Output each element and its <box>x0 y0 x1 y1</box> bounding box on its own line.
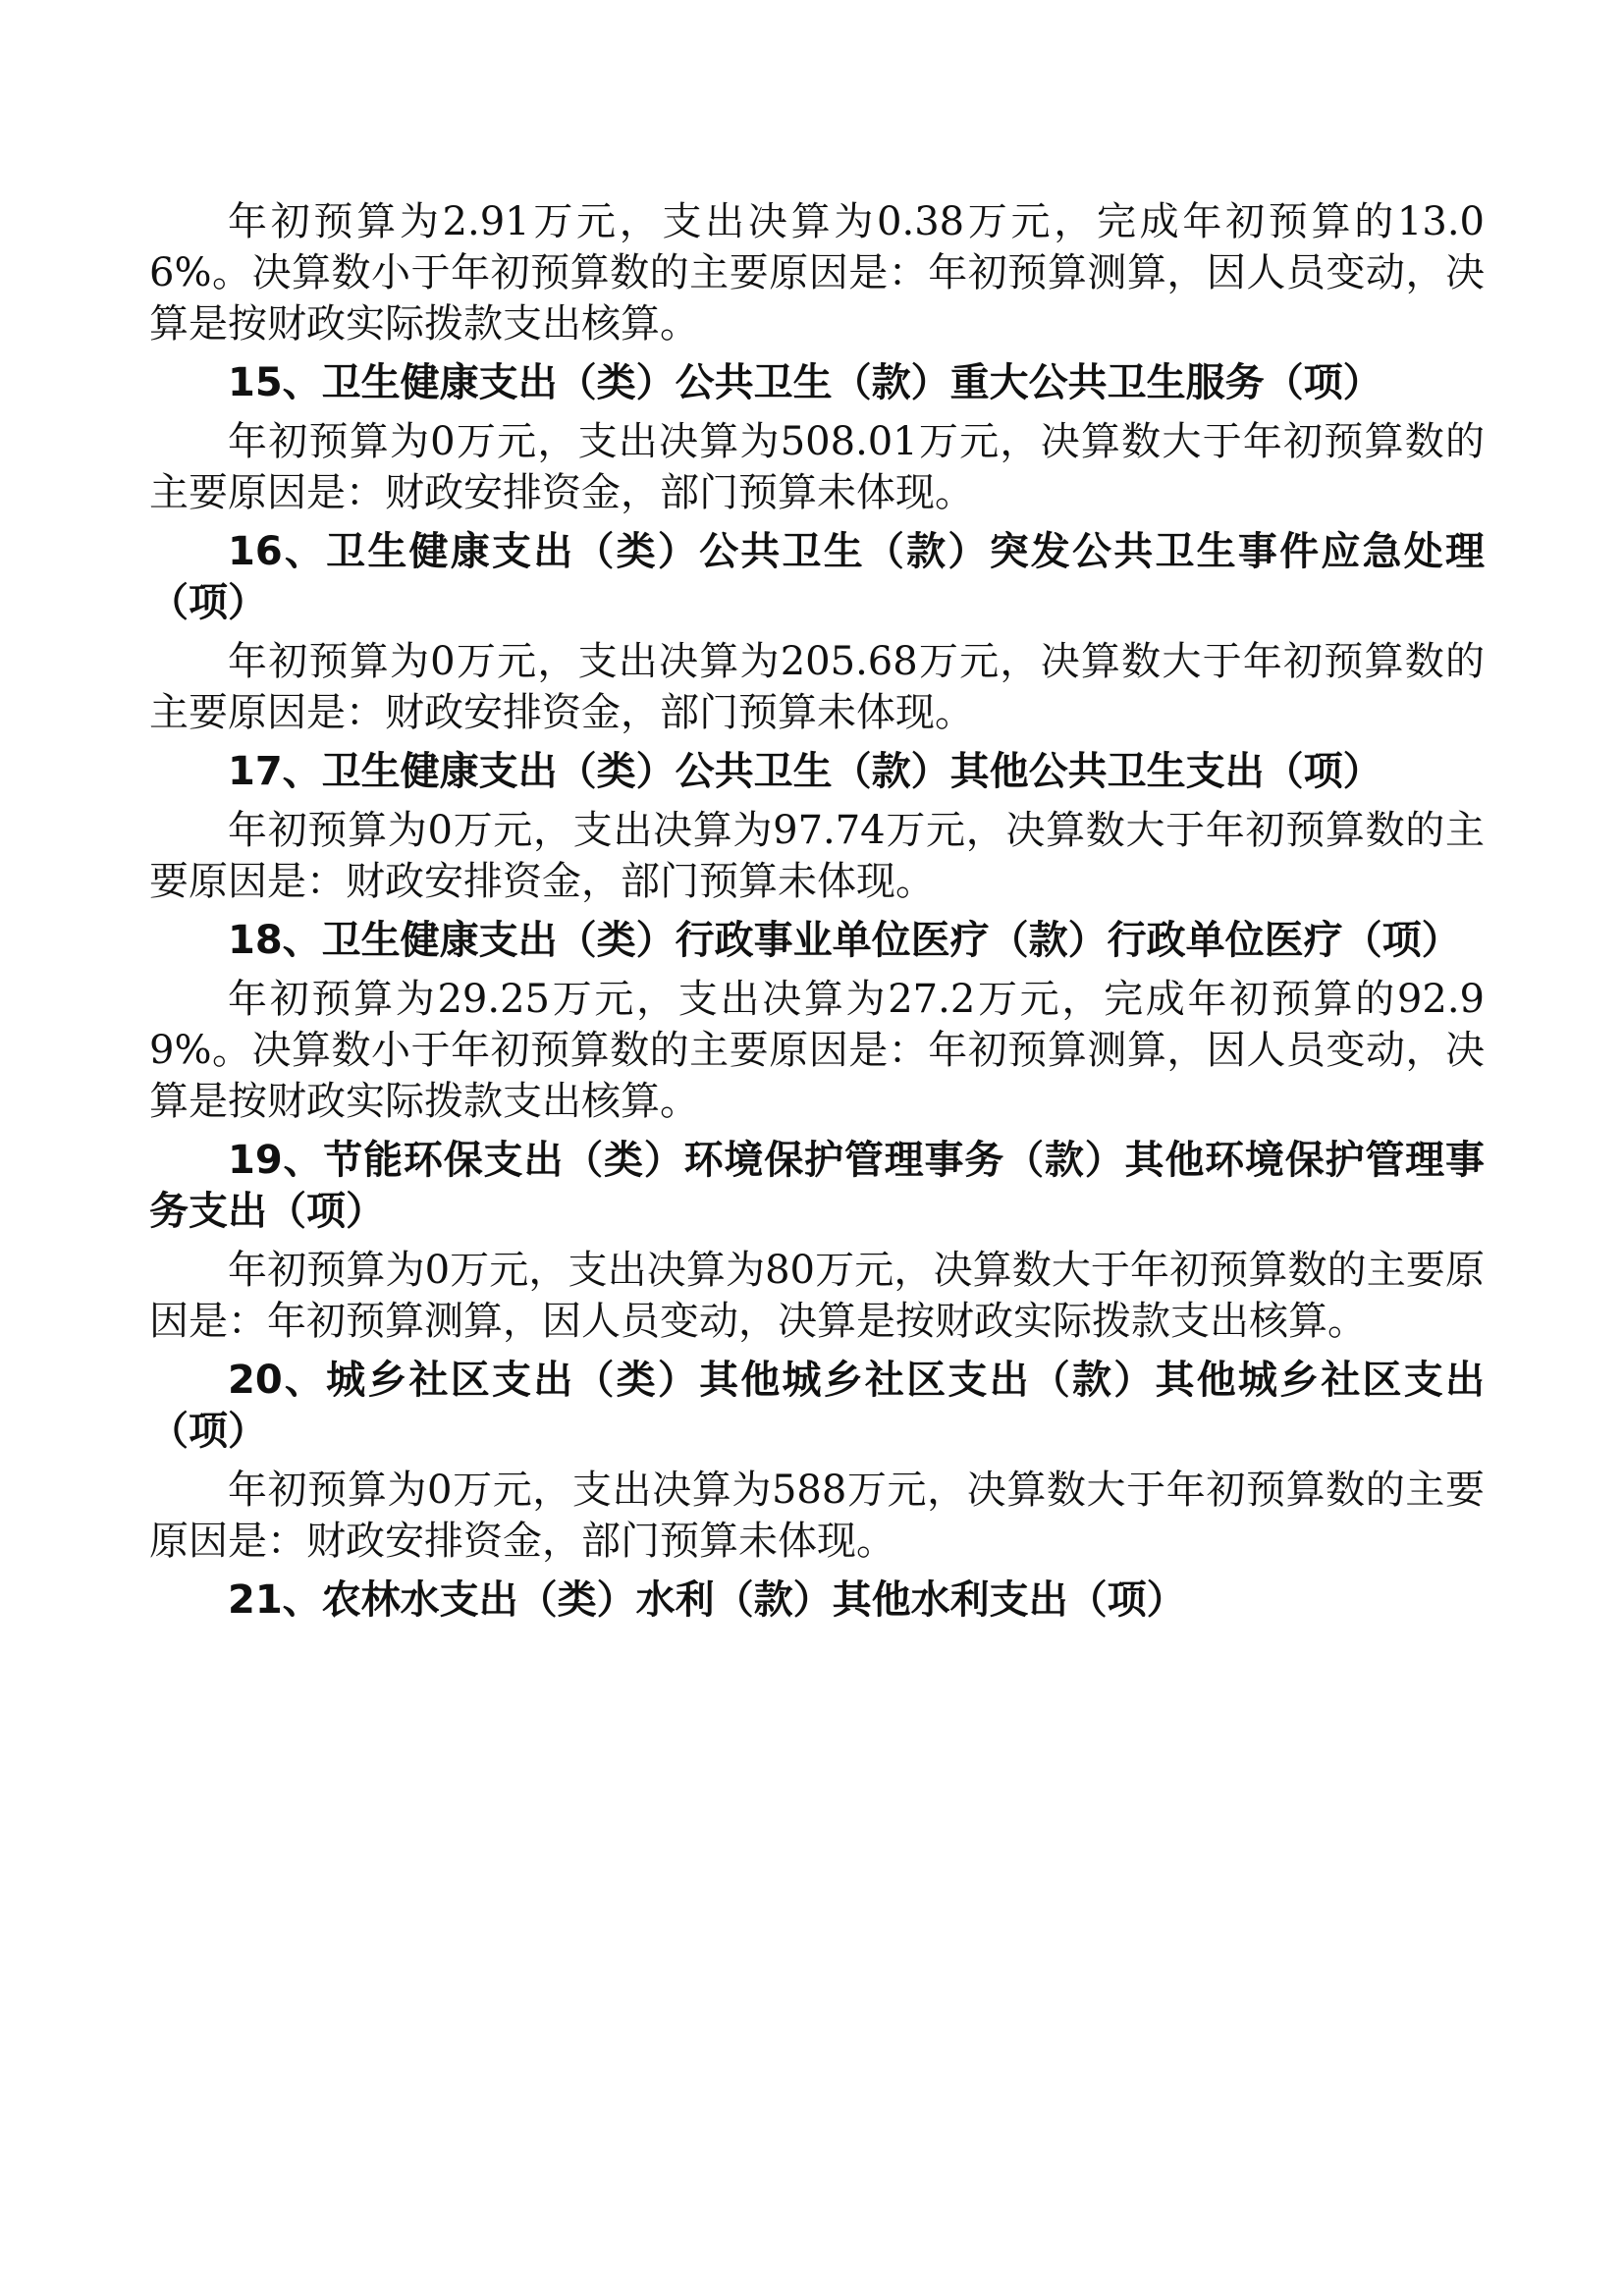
section-heading: 19、节能环保支出（类）环境保护管理事务（款）其他环境保护管理事务支出（项） <box>149 1138 1485 1234</box>
body-paragraph: 年初预算为0万元，支出决算为80万元，决算数大于年初预算数的主要原因是：年初预算测算，因人员变动，决算是按财政实际拨款支出核算。 <box>149 1248 1485 1344</box>
section-heading: 17、卫生健康支出（类）公共卫生（款）其他公共卫生支出（项） <box>228 749 1382 794</box>
section-heading: 18、卫生健康支出（类）行政事业单位医疗（款）行政单位医疗（项） <box>228 918 1461 963</box>
body-paragraph: 年初预算为29.25万元，支出决算为27.2万元，完成年初预算的92.99%。决算数小于年初预算数的主要原因是：年初预算测算，因人员变动，决算是按财政实际拨款支出核算。 <box>149 977 1485 1124</box>
body-paragraph: 年初预算为0万元，支出决算为508.01万元，决算数大于年初预算数的主要原因是：财政安排资金，部门预算未体现。 <box>149 419 1485 515</box>
section-heading: 15、卫生健康支出（类）公共卫生（款）重大公共卫生服务（项） <box>228 360 1382 405</box>
body-paragraph: 年初预算为0万元，支出决算为97.74万元，决算数大于年初预算数的主要原因是：财政安排资金，部门预算未体现。 <box>149 808 1485 904</box>
document-body <box>149 196 1485 1633</box>
section-heading: 16、卫生健康支出（类）公共卫生（款）突发公共卫生事件应急处理（项） <box>149 529 1485 625</box>
body-paragraph: 年初预算为0万元，支出决算为588万元，决算数大于年初预算数的主要原因是：财政安排资金，部门预算未体现。 <box>149 1468 1485 1564</box>
section-heading: 21、农林水支出（类）水利（款）其他水利支出（项） <box>228 1577 1186 1623</box>
body-paragraph: 年初预算为0万元，支出决算为205.68万元，决算数大于年初预算数的主要原因是：财政安排资金，部门预算未体现。 <box>149 639 1485 735</box>
section-heading: 20、城乡社区支出（类）其他城乡社区支出（款）其他城乡社区支出（项） <box>149 1358 1485 1454</box>
body-paragraph: 年初预算为2.91万元，支出决算为0.38万元，完成年初预算的13.06%。决算数小于年初预算数的主要原因是：年初预算测算，因人员变动，决算是按财政实际拨款支出核算。 <box>149 199 1485 347</box>
